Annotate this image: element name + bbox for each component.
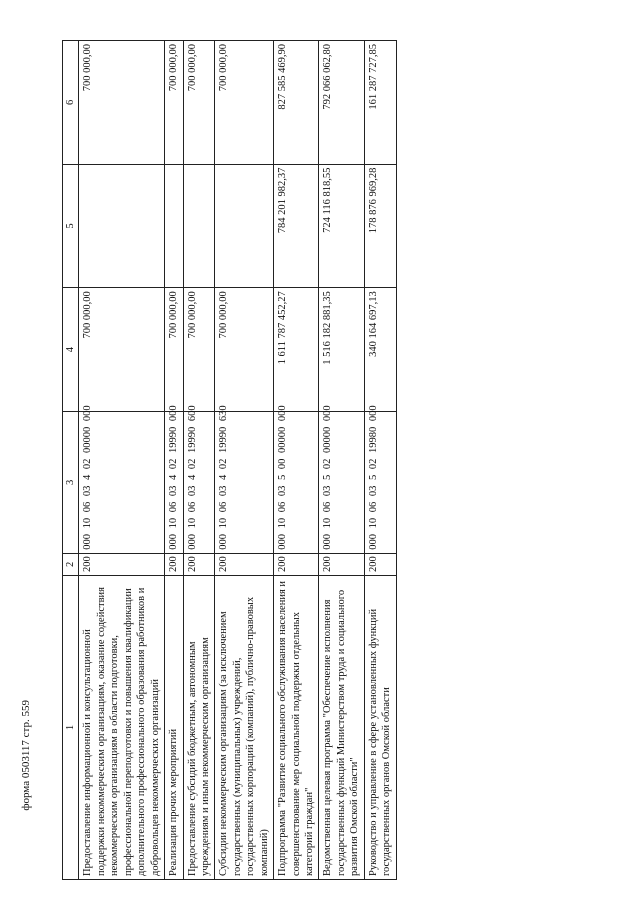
row-name: Субсидии некоммерческим организациям (за исключением государственных (муниципальных) учреждений, государственных корпораций (компаний), публично-правовых компаний) xyxy=(215,576,274,880)
row-col5 xyxy=(79,164,165,288)
row-name: Реализация прочих мероприятий xyxy=(165,576,183,880)
column-header-4: 4 xyxy=(63,288,79,412)
table-row xyxy=(364,41,396,880)
row-name: Руководство и управление в сфере установленных функций государственных органов Омской области xyxy=(364,576,396,880)
row-budget-code: 000 10 06 03 4 02 19990 000 xyxy=(165,411,183,553)
column-header-2: 2 xyxy=(63,553,79,575)
table-row xyxy=(215,41,274,880)
budget-table xyxy=(62,40,397,880)
row-col4: 1 516 182 881,35 xyxy=(319,288,364,412)
row-col5 xyxy=(215,164,274,288)
row-line-code: 200 xyxy=(79,553,165,575)
row-col6: 700 000,00 xyxy=(183,41,215,165)
rotated-table-container xyxy=(62,40,397,880)
row-col5: 784 201 982,37 xyxy=(274,164,319,288)
row-line-code: 200 xyxy=(364,553,396,575)
row-line-code: 200 xyxy=(319,553,364,575)
row-col6: 792 066 062,80 xyxy=(319,41,364,165)
row-col4: 700 000,00 xyxy=(165,288,183,412)
column-header-6: 6 xyxy=(63,41,79,165)
row-name: Подпрограмма "Развитие социального обслуживания населения и совершенствование мер социальной поддержки отдельных категорий граждан" xyxy=(274,576,319,880)
row-col6: 700 000,00 xyxy=(79,41,165,165)
column-header-3: 3 xyxy=(63,411,79,553)
row-col5 xyxy=(165,164,183,288)
row-name: Ведомственная целевая программа "Обеспечение исполнения государственных функций Министерством труда и социального развития Омской области" xyxy=(319,576,364,880)
row-budget-code: 000 10 06 03 5 00 00000 000 xyxy=(274,411,319,553)
table-row xyxy=(79,41,165,880)
table-row xyxy=(274,41,319,880)
row-budget-code: 000 10 06 03 4 02 19990 630 xyxy=(215,411,274,553)
row-col5: 724 116 818,55 xyxy=(319,164,364,288)
row-col5 xyxy=(183,164,215,288)
row-col4: 700 000,00 xyxy=(79,288,165,412)
row-budget-code: 000 10 06 03 5 02 19980 000 xyxy=(364,411,396,553)
row-col4: 700 000,00 xyxy=(215,288,274,412)
row-col6: 700 000,00 xyxy=(165,41,183,165)
table-row xyxy=(165,41,183,880)
row-col6: 161 287 727,85 xyxy=(364,41,396,165)
row-col6: 827 585 469,90 xyxy=(274,41,319,165)
row-name: Предоставление информационной и консультационной поддержки некоммерческим организациям, оказание содействия некоммерческим организациям в области подготовки, профессиональной переподготовки и повышения квалификации дополнительного профессионального образования работников и добровольцев некоммерческих организаций xyxy=(79,576,165,880)
form-label: форма 0503117 стр. 559 xyxy=(20,700,32,811)
row-budget-code: 000 10 06 03 5 02 00000 000 xyxy=(319,411,364,553)
header-row xyxy=(63,41,79,880)
row-line-code: 200 xyxy=(165,553,183,575)
row-col4: 700 000,00 xyxy=(183,288,215,412)
row-col4: 340 164 697,13 xyxy=(364,288,396,412)
row-budget-code: 000 10 06 03 4 02 00000 000 xyxy=(79,411,165,553)
table-row xyxy=(319,41,364,880)
row-col6: 700 000,00 xyxy=(215,41,274,165)
row-name: Предоставление субсидий бюджетным, автономным учреждениям и иным некоммерческим организациям xyxy=(183,576,215,880)
row-line-code: 200 xyxy=(215,553,274,575)
row-col4: 1 611 787 452,27 xyxy=(274,288,319,412)
row-line-code: 200 xyxy=(274,553,319,575)
column-header-5: 5 xyxy=(63,164,79,288)
row-col5: 178 876 969,28 xyxy=(364,164,396,288)
row-line-code: 200 xyxy=(183,553,215,575)
column-header-1: 1 xyxy=(63,576,79,880)
row-budget-code: 000 10 06 03 4 02 19990 600 xyxy=(183,411,215,553)
table-row xyxy=(183,41,215,880)
